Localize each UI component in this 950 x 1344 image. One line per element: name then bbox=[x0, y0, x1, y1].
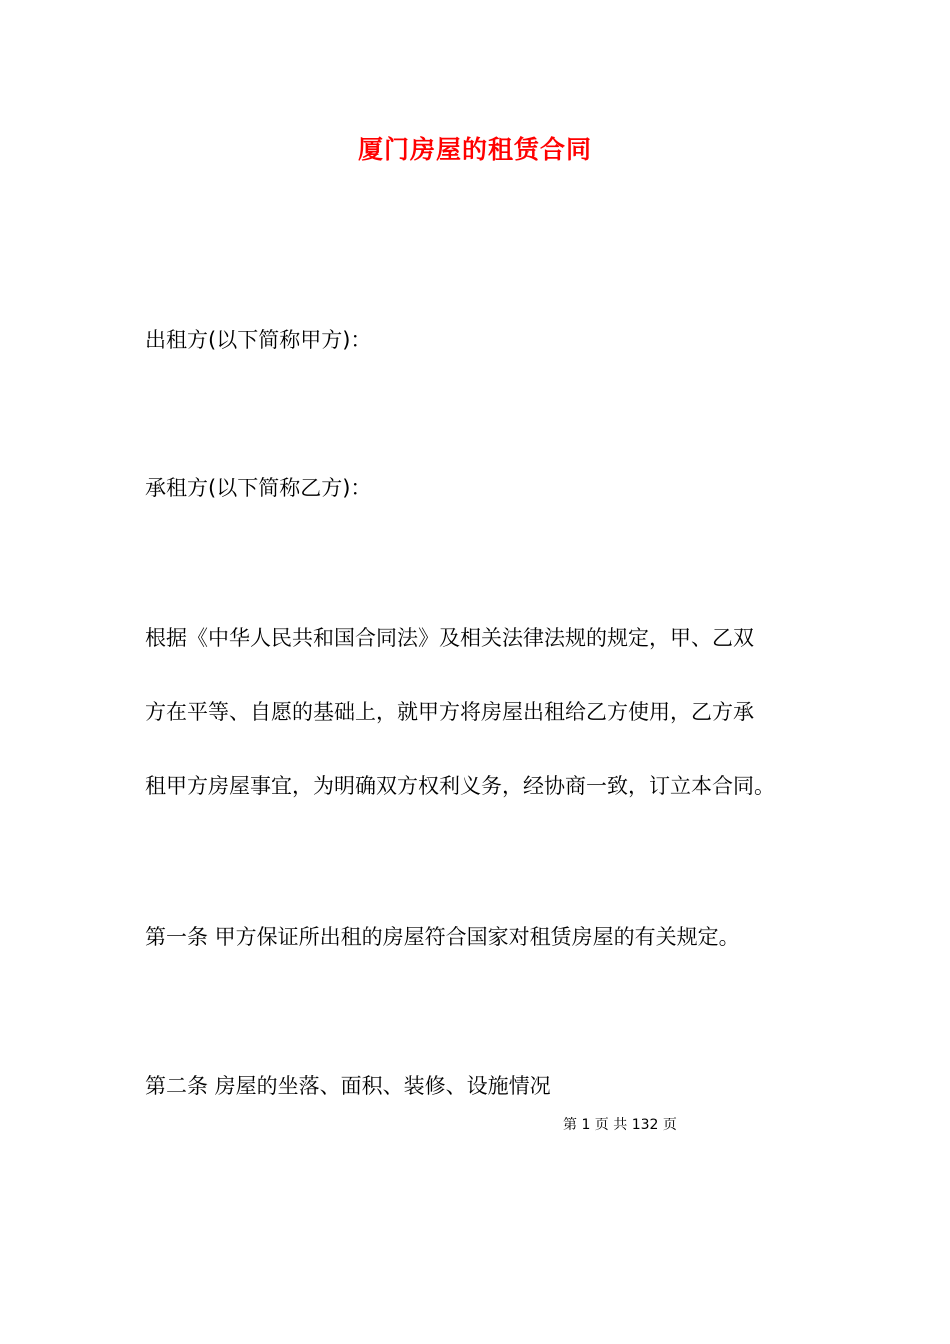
article-2: 第二条 房屋的坐落、面积、装修、设施情况 bbox=[145, 1074, 551, 1098]
lessor-line: 出租方(以下简称甲方)： bbox=[145, 328, 372, 352]
article-1: 第一条 甲方保证所出租的房屋符合国家对租赁房屋的有关规定。 bbox=[145, 925, 740, 949]
preamble-line: 方在平等、自愿的基础上，就甲方将房屋出租给乙方使用，乙方承 bbox=[145, 700, 754, 724]
document-title: 厦门房屋的租赁合同 bbox=[357, 135, 592, 164]
page-number-footer: 第 1 页 共 132 页 bbox=[563, 1117, 677, 1133]
preamble-line: 租甲方房屋事宜，为明确双方权利义务，经协商一致，订立本合同。 bbox=[145, 774, 775, 798]
preamble-line: 根据《中华人民共和国合同法》及相关法律法规的规定，甲、乙双 bbox=[145, 626, 754, 650]
preamble-paragraph bbox=[145, 620, 815, 842]
lessee-line: 承租方(以下简称乙方)： bbox=[145, 476, 372, 500]
